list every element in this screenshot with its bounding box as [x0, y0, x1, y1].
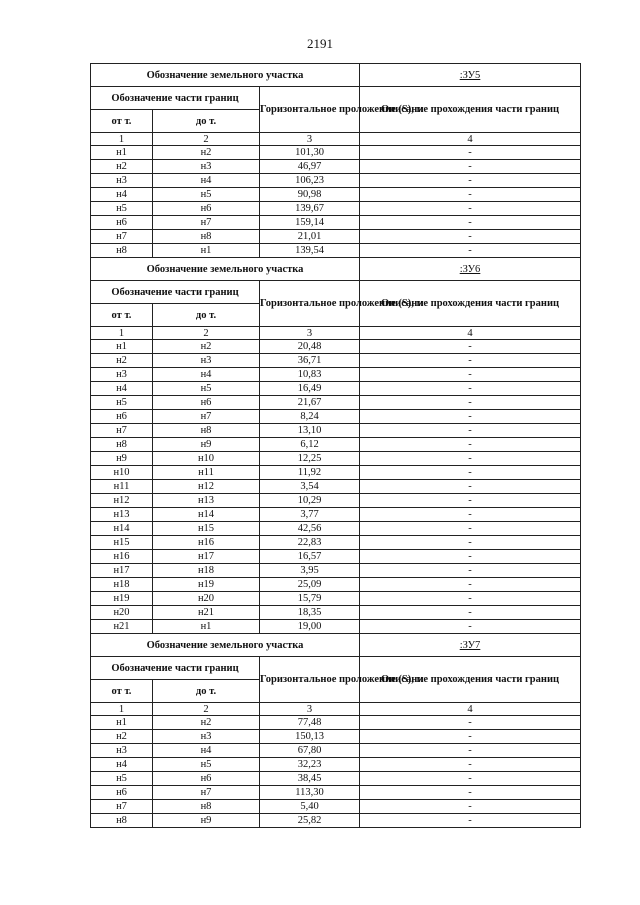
description-cell: - [360, 188, 581, 202]
distance-cell: 22,83 [260, 536, 360, 550]
to-point-cell: н14 [153, 508, 260, 522]
from-point-cell: н7 [91, 424, 153, 438]
to-point-cell: н11 [153, 466, 260, 480]
to-point-cell: н3 [153, 160, 260, 174]
distance-cell: 3,77 [260, 508, 360, 522]
table-row [91, 202, 581, 216]
column-number: 2 [153, 327, 260, 340]
description-cell: - [360, 814, 581, 828]
table-row [91, 424, 581, 438]
to-point-cell: н5 [153, 758, 260, 772]
from-point-cell: н5 [91, 772, 153, 786]
description-cell: - [360, 730, 581, 744]
table-row [91, 438, 581, 452]
table-body [91, 64, 581, 828]
to-point-cell: н2 [153, 716, 260, 730]
distance-cell: 42,56 [260, 522, 360, 536]
to-point-cell: н5 [153, 382, 260, 396]
from-point-cell: н7 [91, 800, 153, 814]
to-point-cell: н7 [153, 410, 260, 424]
description-cell: - [360, 606, 581, 620]
description-cell: - [360, 550, 581, 564]
column-number-row [91, 133, 581, 146]
table-row [91, 244, 581, 258]
plot-designation-label: Обозначение земельного участка [91, 258, 360, 281]
column-number: 4 [360, 133, 581, 146]
from-point-cell: н10 [91, 466, 153, 480]
description-cell: - [360, 396, 581, 410]
description-cell: - [360, 340, 581, 354]
table-row [91, 550, 581, 564]
table-row [91, 758, 581, 772]
to-point-cell: н7 [153, 216, 260, 230]
table-row [91, 368, 581, 382]
to-point-cell: н6 [153, 772, 260, 786]
from-point-cell: н2 [91, 354, 153, 368]
from-point-cell: н4 [91, 758, 153, 772]
table-row [91, 730, 581, 744]
to-point-cell: н15 [153, 522, 260, 536]
table-row [91, 174, 581, 188]
description-cell: - [360, 160, 581, 174]
table-row [91, 744, 581, 758]
to-point-cell: н6 [153, 396, 260, 410]
distance-cell: 10,29 [260, 494, 360, 508]
table-row [91, 536, 581, 550]
plot-title-row [91, 64, 581, 87]
to-point-cell: н2 [153, 340, 260, 354]
from-point-cell: н1 [91, 340, 153, 354]
header-row [91, 87, 581, 110]
from-point-cell: н20 [91, 606, 153, 620]
column-number: 3 [260, 327, 360, 340]
distance-cell: 11,92 [260, 466, 360, 480]
distance-cell: 139,67 [260, 202, 360, 216]
description-cell: - [360, 786, 581, 800]
to-point-cell: н18 [153, 564, 260, 578]
column-number: 1 [91, 133, 153, 146]
distance-cell: 3,54 [260, 480, 360, 494]
from-point-cell: н4 [91, 188, 153, 202]
description-cell: - [360, 564, 581, 578]
distance-cell: 159,14 [260, 216, 360, 230]
description-cell: - [360, 744, 581, 758]
table-row [91, 606, 581, 620]
distance-cell: 15,79 [260, 592, 360, 606]
distance-cell: 10,83 [260, 368, 360, 382]
table-row [91, 216, 581, 230]
from-point-cell: н6 [91, 786, 153, 800]
plot-code: :ЗУ6 [360, 258, 581, 281]
table-row [91, 160, 581, 174]
from-point-cell: н2 [91, 160, 153, 174]
distance-header: Горизонтальное проложение (S), м [260, 657, 360, 703]
to-point-cell: н12 [153, 480, 260, 494]
table-row [91, 382, 581, 396]
table-row [91, 814, 581, 828]
distance-cell: 32,23 [260, 758, 360, 772]
from-point-header: от т. [91, 680, 153, 703]
plot-code: :ЗУ7 [360, 634, 581, 657]
distance-cell: 21,67 [260, 396, 360, 410]
distance-cell: 90,98 [260, 188, 360, 202]
distance-cell: 13,10 [260, 424, 360, 438]
description-cell: - [360, 494, 581, 508]
to-point-cell: н3 [153, 354, 260, 368]
to-point-cell: н13 [153, 494, 260, 508]
table-row [91, 480, 581, 494]
description-cell: - [360, 230, 581, 244]
column-number: 1 [91, 327, 153, 340]
table-row [91, 354, 581, 368]
from-point-cell: н3 [91, 174, 153, 188]
to-point-cell: н9 [153, 814, 260, 828]
distance-cell: 101,30 [260, 146, 360, 160]
to-point-cell: н8 [153, 230, 260, 244]
description-cell: - [360, 202, 581, 216]
description-cell: - [360, 438, 581, 452]
table-row [91, 522, 581, 536]
column-number: 4 [360, 703, 581, 716]
distance-cell: 67,80 [260, 744, 360, 758]
table-row [91, 396, 581, 410]
to-point-cell: н6 [153, 202, 260, 216]
description-cell: - [360, 354, 581, 368]
table-row [91, 716, 581, 730]
distance-cell: 5,40 [260, 800, 360, 814]
description-cell: - [360, 578, 581, 592]
from-point-cell: н9 [91, 452, 153, 466]
description-cell: - [360, 382, 581, 396]
table-row [91, 786, 581, 800]
to-point-cell: н20 [153, 592, 260, 606]
header-row [91, 281, 581, 304]
distance-cell: 113,30 [260, 786, 360, 800]
from-point-cell: н6 [91, 216, 153, 230]
column-number: 4 [360, 327, 581, 340]
plot-code: :ЗУ5 [360, 64, 581, 87]
table-row [91, 564, 581, 578]
description-cell: - [360, 508, 581, 522]
description-header: Описание прохождения части границ [360, 87, 581, 133]
distance-cell: 106,23 [260, 174, 360, 188]
to-point-cell: н21 [153, 606, 260, 620]
page-number: 2191 [307, 36, 333, 51]
distance-header: Горизонтальное проложение (S), м [260, 281, 360, 327]
table-row [91, 340, 581, 354]
plot-title-row [91, 634, 581, 657]
column-number-row [91, 703, 581, 716]
description-cell: - [360, 772, 581, 786]
from-point-cell: н8 [91, 244, 153, 258]
table-row [91, 620, 581, 634]
description-cell: - [360, 410, 581, 424]
distance-cell: 3,95 [260, 564, 360, 578]
to-point-cell: н4 [153, 744, 260, 758]
distance-cell: 6,12 [260, 438, 360, 452]
to-point-cell: н5 [153, 188, 260, 202]
from-point-cell: н1 [91, 146, 153, 160]
from-point-cell: н12 [91, 494, 153, 508]
description-cell: - [360, 522, 581, 536]
table-row [91, 508, 581, 522]
column-number: 2 [153, 703, 260, 716]
column-number: 2 [153, 133, 260, 146]
description-cell: - [360, 466, 581, 480]
description-cell: - [360, 480, 581, 494]
header-row [91, 657, 581, 680]
description-cell: - [360, 244, 581, 258]
to-point-cell: н10 [153, 452, 260, 466]
distance-cell: 16,57 [260, 550, 360, 564]
to-point-cell: н17 [153, 550, 260, 564]
to-point-header: до т. [153, 304, 260, 327]
description-cell: - [360, 592, 581, 606]
distance-cell: 77,48 [260, 716, 360, 730]
description-cell: - [360, 758, 581, 772]
table-row [91, 800, 581, 814]
distance-cell: 25,82 [260, 814, 360, 828]
distance-cell: 19,00 [260, 620, 360, 634]
description-cell: - [360, 452, 581, 466]
from-point-cell: н13 [91, 508, 153, 522]
to-point-cell: н7 [153, 786, 260, 800]
description-cell: - [360, 536, 581, 550]
from-point-cell: н1 [91, 716, 153, 730]
to-point-cell: н4 [153, 174, 260, 188]
description-cell: - [360, 716, 581, 730]
table-row [91, 146, 581, 160]
to-point-cell: н4 [153, 368, 260, 382]
from-point-cell: н17 [91, 564, 153, 578]
boundary-table [90, 63, 581, 828]
from-point-cell: н8 [91, 814, 153, 828]
boundary-part-header: Обозначение части границ [91, 87, 260, 110]
to-point-header: до т. [153, 110, 260, 133]
plot-designation-label: Обозначение земельного участка [91, 64, 360, 87]
to-point-cell: н8 [153, 424, 260, 438]
to-point-cell: н2 [153, 146, 260, 160]
to-point-cell: н1 [153, 244, 260, 258]
table-row [91, 578, 581, 592]
description-header: Описание прохождения части границ [360, 281, 581, 327]
description-cell: - [360, 800, 581, 814]
from-point-cell: н16 [91, 550, 153, 564]
from-point-cell: н7 [91, 230, 153, 244]
boundary-part-header: Обозначение части границ [91, 657, 260, 680]
from-point-cell: н2 [91, 730, 153, 744]
table-row [91, 230, 581, 244]
to-point-cell: н8 [153, 800, 260, 814]
table-row [91, 466, 581, 480]
from-point-cell: н5 [91, 396, 153, 410]
distance-cell: 38,45 [260, 772, 360, 786]
distance-cell: 46,97 [260, 160, 360, 174]
table-row [91, 592, 581, 606]
from-point-cell: н4 [91, 382, 153, 396]
distance-cell: 18,35 [260, 606, 360, 620]
from-point-header: от т. [91, 110, 153, 133]
plot-designation-label: Обозначение земельного участка [91, 634, 360, 657]
distance-cell: 12,25 [260, 452, 360, 466]
from-point-cell: н6 [91, 410, 153, 424]
column-number: 3 [260, 133, 360, 146]
distance-cell: 20,48 [260, 340, 360, 354]
plot-title-row [91, 258, 581, 281]
description-cell: - [360, 424, 581, 438]
distance-cell: 8,24 [260, 410, 360, 424]
to-point-cell: н9 [153, 438, 260, 452]
distance-cell: 150,13 [260, 730, 360, 744]
to-point-cell: н16 [153, 536, 260, 550]
distance-cell: 36,71 [260, 354, 360, 368]
distance-cell: 16,49 [260, 382, 360, 396]
from-point-cell: н3 [91, 368, 153, 382]
from-point-cell: н14 [91, 522, 153, 536]
description-cell: - [360, 146, 581, 160]
distance-cell: 139,54 [260, 244, 360, 258]
to-point-header: до т. [153, 680, 260, 703]
distance-cell: 21,01 [260, 230, 360, 244]
from-point-cell: н21 [91, 620, 153, 634]
from-point-cell: н11 [91, 480, 153, 494]
from-point-cell: н18 [91, 578, 153, 592]
to-point-cell: н3 [153, 730, 260, 744]
column-number-row [91, 327, 581, 340]
distance-header: Горизонтальное проложение (S), м [260, 87, 360, 133]
description-cell: - [360, 368, 581, 382]
table-row [91, 410, 581, 424]
from-point-header: от т. [91, 304, 153, 327]
table-row [91, 188, 581, 202]
description-header: Описание прохождения части границ [360, 657, 581, 703]
table-row [91, 772, 581, 786]
distance-cell: 25,09 [260, 578, 360, 592]
from-point-cell: н3 [91, 744, 153, 758]
description-cell: - [360, 620, 581, 634]
boundary-part-header: Обозначение части границ [91, 281, 260, 304]
column-number: 1 [91, 703, 153, 716]
column-number: 3 [260, 703, 360, 716]
table-row [91, 452, 581, 466]
from-point-cell: н5 [91, 202, 153, 216]
table-row [91, 494, 581, 508]
description-cell: - [360, 216, 581, 230]
from-point-cell: н19 [91, 592, 153, 606]
to-point-cell: н1 [153, 620, 260, 634]
to-point-cell: н19 [153, 578, 260, 592]
description-cell: - [360, 174, 581, 188]
from-point-cell: н8 [91, 438, 153, 452]
from-point-cell: н15 [91, 536, 153, 550]
